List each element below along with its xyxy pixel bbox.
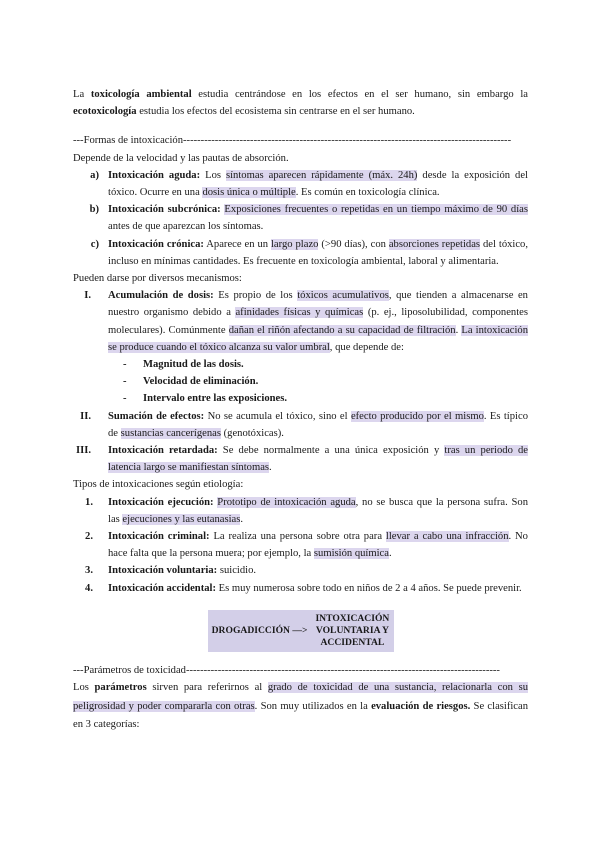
highlight: tras un periodo de latencia largo se manifiestan síntomas	[108, 445, 528, 474]
item-title: Intoxicación criminal:	[108, 531, 210, 543]
list-marker: 1.	[85, 496, 93, 508]
highlight: afinidades físicas y químicas	[235, 307, 364, 319]
sublist-item	[73, 390, 528, 407]
item-title: Intoxicación retardada:	[108, 445, 218, 457]
highlight: La intoxicación se produce cuando el tóxico alcanza su valor umbral	[108, 324, 529, 353]
list-marker: a)	[90, 169, 99, 181]
term-toxicologia-ambiental: toxicología ambiental	[90, 89, 192, 100]
highlight: Exposiciones frecuentes o repetidas en un tiempo máximo de 90 días	[224, 204, 528, 216]
tipos-lead: Tipos de intoxicaciones según etiología:	[73, 479, 244, 491]
diagram-right-label: INTOXICACIÓN VOLUNTARIA Y ACCIDENTAL	[315, 612, 390, 648]
document-page	[73, 86, 528, 735]
highlight: absorciones repetidas	[388, 238, 481, 250]
list-marker: 3.	[85, 565, 93, 577]
term-ecotoxicologia: ecotoxicología	[73, 106, 137, 118]
dash-marker: -	[123, 376, 127, 388]
list-item-cronica: c) Intoxicación crónica: Aparece en un largo plazo (>90 días), con absorciones repetidas del tóxico, incluso en mínimas cantidades. Es frecuente en toxicología ambiental, laboral y alimentaria.	[73, 236, 528, 270]
sublist-item	[73, 373, 528, 390]
list-marker: II.	[80, 410, 91, 422]
highlight: sustancias cancerígenas	[120, 427, 221, 439]
list-marker: III.	[75, 445, 91, 457]
list-item-criminal: 2. Intoxicación criminal: La realiza una persona sobre otra para llevar a cabo una infracción. No hace falta que la persona muera; por ejemplo, la sumisión química.	[73, 528, 528, 562]
item-title: Intoxicación accidental:	[108, 582, 216, 594]
list-item-sumacion: II. Sumación de efectos: No se acumula el tóxico, sino el efecto producido por el mismo. Es típico de sustancias cancerígenas (genotóxicas).	[73, 408, 528, 442]
list-item-accidental: 4. Intoxicación accidental: Es muy numerosa sobre todo en niños de 2 a 4 años. Se puede prevenir.	[73, 580, 528, 597]
term-evaluacion-riesgos: evaluación de riesgos.	[371, 700, 471, 712]
list-item-aguda: a) Intoxicación aguda: Los síntomas aparecen rápidamente (máx. 24h) desde la exposición del tóxico. Ocurre en una dosis única o múltiple. Es común en toxicología clínica.	[73, 167, 528, 201]
list-marker: c)	[90, 238, 99, 250]
dash-marker: -	[123, 393, 127, 405]
item-title: Intoxicación aguda:	[108, 169, 201, 181]
sublist-text: Velocidad de eliminación.	[143, 376, 259, 388]
term-parametros: parámetros	[94, 682, 147, 694]
item-title: Sumación de efectos:	[108, 410, 205, 422]
highlight: Prototipo de intoxicación aguda	[217, 496, 356, 508]
diagram-left-label: DROGADICCIÓN —>	[211, 624, 308, 636]
highlight: sumisión química	[313, 548, 389, 560]
sublist-item	[73, 356, 528, 373]
highlight: largo plazo	[270, 238, 319, 250]
text: La	[73, 89, 91, 100]
list-marker: I.	[84, 290, 91, 302]
highlight: tóxicos acumulativos	[297, 290, 389, 302]
text: estudia los efectos del ecosistema sin centrarse en el ser humano.	[136, 106, 415, 118]
list-item-retardada: III. Intoxicación retardada: Se debe normalmente a una única exposición y tras un periodo de latencia largo se manifiestan síntomas.	[73, 442, 528, 476]
highlight: síntomas aparecen rápidamente (máx. 24h)	[225, 169, 418, 181]
highlight: dosis única o múltiple	[202, 187, 296, 199]
sublist-text: Intervalo entre las exposiciones.	[143, 393, 287, 405]
intro-paragraph	[73, 86, 528, 120]
highlight: dañan el riñón afectando a su capacidad de filtración	[228, 324, 456, 336]
list-marker: b)	[89, 204, 99, 216]
item-title: Acumulación de dosis:	[108, 290, 214, 302]
sublist-text: Magnitud de las dosis.	[143, 359, 244, 371]
dash-marker: -	[123, 359, 127, 371]
list-item-subcronica: b) Intoxicación subcrónica: Exposiciones frecuentes o repetidas en un tiempo máximo de 90 días antes de que aparezcan los síntomas.	[73, 201, 528, 235]
highlight: efecto producido por el mismo	[350, 410, 484, 422]
item-title: Intoxicación crónica:	[108, 238, 204, 250]
list-item-ejecucion: 1. Intoxicación ejecución: Prototipo de intoxicación aguda, no se busca que la persona sufra. Son las ejecuciones y las eutanasias.	[73, 494, 528, 528]
list-marker: 4.	[85, 582, 93, 594]
list-marker: 2.	[85, 531, 93, 543]
item-title: Intoxicación voluntaria:	[108, 565, 218, 577]
highlight: grado de toxicidad de una sustancia, relacionarla con su peligrosidad y poder compararla con otras	[73, 682, 528, 712]
highlight: ejecuciones y las eutanasias	[122, 513, 241, 525]
list-item-acumulacion: I. Acumulación de dosis: Es propio de los tóxicos acumulativos, que tienden a almacenarse en nuestro organismo debido a afinidades físicas y químicas (p. ej., liposolubilidad, componentes moleculares). Comúnmente dañan el riñón afectando a su capacidad de filtración. La intoxicación se produce cuando el tóxico alcanza su valor umbral, que depende de:	[73, 287, 528, 356]
item-title: Intoxicación subcrónica:	[108, 204, 221, 216]
formas-lead: Depende de la velocidad y las pautas de absorción.	[73, 152, 289, 164]
drogadiccion-diagram	[208, 610, 394, 652]
highlight: llevar a cabo una infracción	[385, 531, 509, 543]
section-heading-formas: ---Formas de intoxicación---------------------------------------------------------------------------------------------	[73, 135, 512, 147]
section-heading-parametros: ---Parámetros de toxicidad-----------------------------------------------------------------------------------------	[73, 664, 500, 676]
list-item-voluntaria: 3. Intoxicación voluntaria: suicidio.	[73, 562, 528, 579]
text: estudia centrándose en los efectos en el ser humano, sin embargo la	[191, 89, 529, 100]
parametros-paragraph: Los parámetros sirven para referirnos al grado de toxicidad de una sustancia, relacionarla con su peligrosidad y poder compararla con otras. Son muy utilizados en la evaluación de riesgos. Se clasifican en 3 categorías:	[73, 682, 529, 731]
item-title: Intoxicación ejecución:	[108, 496, 214, 508]
mecanismos-lead: Pueden darse por diversos mecanismos:	[73, 273, 242, 285]
